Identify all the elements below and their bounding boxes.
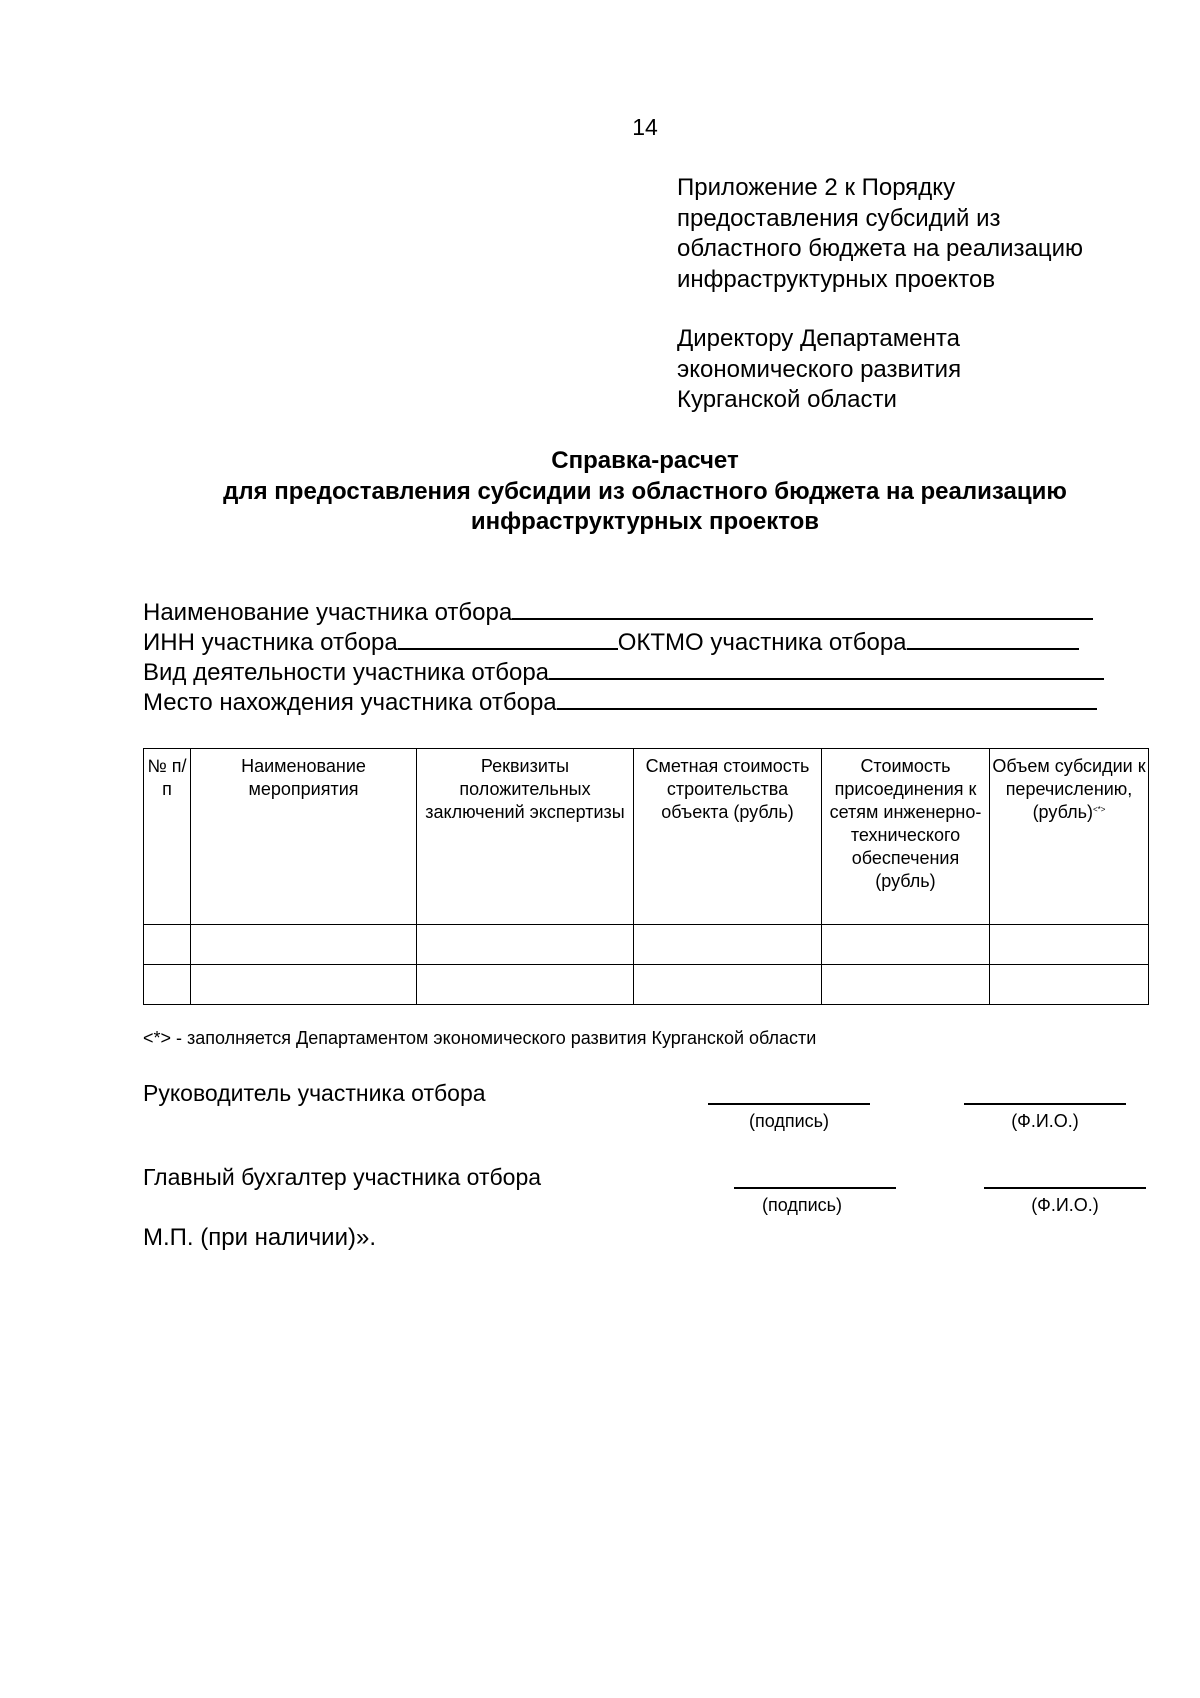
appendix-line: предоставления субсидий из bbox=[677, 204, 1001, 232]
header-connection-cost: Стоимость присоединения к сетям инженерно-технического обеспечения (рубль) bbox=[822, 749, 990, 925]
table-cell[interactable] bbox=[822, 925, 990, 965]
appendix-note bbox=[677, 173, 1083, 295]
table-cell[interactable] bbox=[144, 965, 191, 1005]
table-cell[interactable] bbox=[822, 965, 990, 1005]
table-cell[interactable] bbox=[144, 925, 191, 965]
accountant-signature-caption: (подпись) bbox=[761, 1195, 843, 1215]
oktmo-label: ОКТМО участника отбора bbox=[617, 629, 907, 656]
head-fio-caption: (Ф.И.О.) bbox=[1011, 1111, 1079, 1131]
table-cell[interactable] bbox=[990, 925, 1149, 965]
head-signature-caption: (подпись) bbox=[748, 1111, 830, 1131]
location-field-row bbox=[143, 686, 1097, 718]
inn-field-row bbox=[143, 626, 1079, 658]
table-cell[interactable] bbox=[417, 925, 634, 965]
accountant-fio-caption: (Ф.И.О.) bbox=[1031, 1195, 1099, 1215]
header-subsidy-text: Объем субсидии к перечислению, (рубль) bbox=[992, 756, 1146, 822]
name-field-row bbox=[143, 596, 1093, 628]
title-line-3: инфраструктурных проектов bbox=[470, 508, 820, 535]
table-header-row bbox=[144, 749, 1149, 925]
page-number: 14 bbox=[632, 114, 658, 140]
header-event-name: Наименование мероприятия bbox=[191, 749, 417, 925]
table-cell[interactable] bbox=[191, 925, 417, 965]
appendix-line: Приложение 2 к Порядку bbox=[677, 174, 956, 201]
table-cell[interactable] bbox=[634, 965, 822, 1005]
head-fio-line[interactable] bbox=[964, 1103, 1126, 1105]
head-signature-line[interactable] bbox=[708, 1103, 870, 1105]
inn-fill-line[interactable] bbox=[398, 626, 618, 650]
name-fill-line[interactable] bbox=[512, 596, 1093, 620]
footnote: <*> - заполняется Департаментом экономического развития Курганской области bbox=[143, 1028, 817, 1048]
table-cell[interactable] bbox=[191, 965, 417, 1005]
table-cell[interactable] bbox=[417, 965, 634, 1005]
accountant-signature-line[interactable] bbox=[734, 1187, 896, 1189]
table-cell[interactable] bbox=[990, 965, 1149, 1005]
location-fill-line[interactable] bbox=[557, 686, 1097, 710]
inn-label: ИНН участника отбора bbox=[143, 629, 398, 656]
header-expertise-details: Реквизиты положительных заключений экспертизы bbox=[417, 749, 634, 925]
addressee-line: Курганской области bbox=[677, 386, 897, 413]
table-cell[interactable] bbox=[634, 925, 822, 965]
calculation-table bbox=[143, 748, 1149, 1005]
accountant-fio-line[interactable] bbox=[984, 1187, 1146, 1189]
appendix-line: областного бюджета на реализацию bbox=[677, 235, 1083, 262]
table-row bbox=[144, 965, 1149, 1005]
addressee-line: экономического развития bbox=[677, 355, 962, 383]
head-signature-label: Руководитель участника отбора bbox=[143, 1080, 486, 1106]
document-title bbox=[0, 446, 1200, 538]
header-subsidy-amount bbox=[990, 749, 1149, 925]
header-footnote-mark: <*> bbox=[1092, 805, 1106, 814]
stamp-note: М.П. (при наличии)». bbox=[143, 1224, 376, 1251]
header-number: № п/п bbox=[144, 749, 191, 925]
title-line-2: для предоставления субсидии из областного бюджета на реализацию bbox=[223, 477, 1067, 505]
activity-field-row bbox=[143, 656, 1104, 688]
activity-label: Вид деятельности участника отбора bbox=[143, 659, 550, 686]
addressee bbox=[677, 324, 961, 416]
accountant-signature-label: Главный бухгалтер участника отбора bbox=[143, 1164, 542, 1190]
location-label: Место нахождения участника отбора bbox=[143, 689, 557, 716]
header-estimated-cost: Сметная стоимость строительства объекта (рубль) bbox=[634, 749, 822, 925]
oktmo-fill-line[interactable] bbox=[907, 626, 1079, 650]
name-label: Наименование участника отбора bbox=[143, 599, 513, 626]
addressee-line: Директору Департамента bbox=[677, 325, 960, 352]
activity-fill-line[interactable] bbox=[549, 656, 1104, 680]
appendix-line: инфраструктурных проектов bbox=[677, 265, 996, 293]
table-row bbox=[144, 925, 1149, 965]
title-line-1: Справка-расчет bbox=[551, 447, 739, 474]
